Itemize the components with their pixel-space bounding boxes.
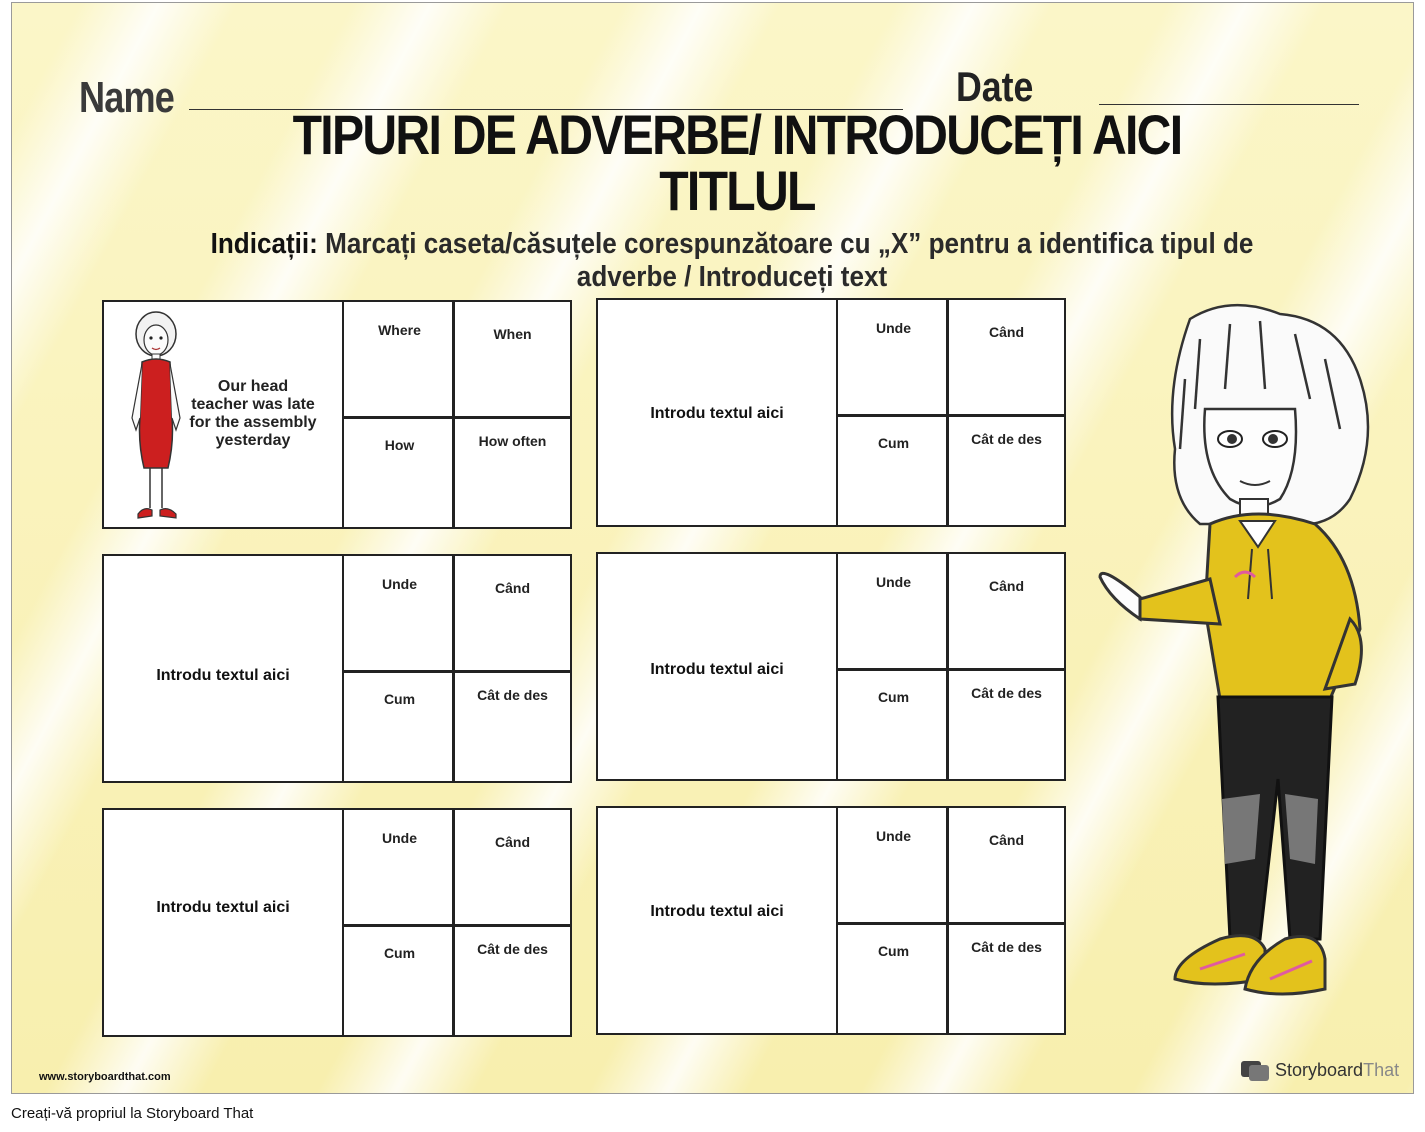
- sentence-text: Introdu textul aici: [650, 661, 784, 678]
- checkbox-cand[interactable]: [455, 810, 570, 925]
- option-label: Cum: [383, 945, 416, 961]
- checkbox-how-often[interactable]: [455, 419, 570, 527]
- checkbox-unde[interactable]: [838, 554, 949, 669]
- option-label: Unde: [382, 576, 417, 592]
- adverb-card-2: [596, 298, 1066, 527]
- checkbox-cat-de-des[interactable]: [455, 673, 570, 781]
- title-line-2: TITLUL: [659, 159, 815, 222]
- checkbox-how[interactable]: [344, 419, 455, 527]
- checkbox-cum[interactable]: [838, 417, 949, 525]
- page-title: [268, 103, 1205, 222]
- brand-text-2: That: [1363, 1060, 1400, 1080]
- sentence-panel[interactable]: [104, 810, 344, 1035]
- footer-url[interactable]: www.storyboardthat.com: [39, 1071, 171, 1083]
- sentence-text: Introdu textul aici: [650, 405, 784, 422]
- checkbox-cum[interactable]: [344, 927, 455, 1035]
- option-label: Când: [989, 578, 1024, 594]
- sentence-text: Introdu textul aici: [156, 667, 290, 684]
- date-label: Date: [956, 63, 1034, 110]
- checkbox-cum[interactable]: [838, 925, 949, 1033]
- sentence-panel[interactable]: [598, 300, 838, 525]
- option-label: Unde: [876, 574, 911, 590]
- title-line-1: TIPURI DE ADVERBE/ INTRODUCEȚI AICI: [292, 103, 1182, 166]
- checkbox-cat-de-des[interactable]: [455, 927, 570, 1035]
- divider: [946, 554, 949, 779]
- divider: [452, 302, 455, 527]
- option-label: Când: [989, 324, 1024, 340]
- adverb-card-3: [102, 554, 572, 783]
- student-character: [1080, 299, 1380, 1019]
- option-label: Cât de des: [971, 939, 1042, 955]
- option-label: Cum: [877, 689, 910, 705]
- instructions: [201, 228, 1263, 294]
- divider: [838, 414, 1064, 417]
- instructions-lead: Indicații:: [210, 228, 318, 260]
- worksheet: [11, 2, 1414, 1094]
- divider: [838, 668, 1064, 671]
- sentence-text: Our head teacher was late for the assembly yesterday: [189, 378, 317, 449]
- adverb-card-5: [102, 808, 572, 1037]
- sentence-panel[interactable]: [598, 808, 838, 1033]
- sentence-panel[interactable]: [104, 556, 344, 781]
- sentence-panel[interactable]: [598, 554, 838, 779]
- divider: [452, 556, 455, 781]
- option-label: Cât de des: [971, 431, 1042, 447]
- sentence-text: Introdu textul aici: [650, 903, 784, 920]
- option-label: How: [384, 437, 415, 453]
- instructions-line-2: adverbe / Introduceți text: [576, 261, 888, 293]
- sentence-text: Introdu textul aici: [156, 899, 290, 916]
- divider: [452, 810, 455, 1035]
- instructions-line-1: Marcați caseta/căsuțele corespunzătoare cu „X” pentru a identifica tipul de: [325, 228, 1254, 260]
- sentence-panel[interactable]: [104, 302, 344, 527]
- checkbox-unde[interactable]: [838, 300, 949, 415]
- option-label: Unde: [382, 830, 417, 846]
- brand-text-1: Storyboard: [1275, 1060, 1364, 1080]
- brand-logo: [1240, 1060, 1399, 1082]
- adverb-card-6: [596, 806, 1066, 1035]
- checkbox-when[interactable]: [455, 302, 570, 417]
- checkbox-cand[interactable]: [455, 556, 570, 671]
- checkbox-cand[interactable]: [949, 554, 1064, 669]
- checkbox-cum[interactable]: [344, 673, 455, 781]
- option-label: Cât de des: [971, 685, 1042, 701]
- option-label: Unde: [876, 320, 911, 336]
- teacher-character: [124, 308, 194, 526]
- divider: [344, 924, 570, 927]
- divider: [946, 808, 949, 1033]
- option-label: Cât de des: [477, 687, 548, 703]
- checkbox-where[interactable]: [344, 302, 455, 417]
- option-label: Cum: [877, 943, 910, 959]
- option-label: Cum: [877, 435, 910, 451]
- checkbox-unde[interactable]: [344, 556, 455, 671]
- option-label: Cum: [383, 691, 416, 707]
- option-label: Când: [495, 834, 530, 850]
- option-label: Cât de des: [477, 941, 548, 957]
- divider: [344, 416, 570, 419]
- option-label: How often: [478, 433, 547, 449]
- speech-bubble-icon: [1240, 1060, 1270, 1082]
- footer-caption[interactable]: Creați-vă propriul la Storyboard That: [11, 1105, 254, 1122]
- checkbox-unde[interactable]: [838, 808, 949, 923]
- option-label: Unde: [876, 828, 911, 844]
- option-label: Când: [989, 832, 1024, 848]
- checkbox-unde[interactable]: [344, 810, 455, 925]
- divider: [344, 670, 570, 673]
- adverb-card-4: [596, 552, 1066, 781]
- checkbox-cat-de-des[interactable]: [949, 925, 1064, 1033]
- option-label: When: [493, 326, 532, 342]
- checkbox-cat-de-des[interactable]: [949, 671, 1064, 779]
- checkbox-cum[interactable]: [838, 671, 949, 779]
- checkbox-cand[interactable]: [949, 808, 1064, 923]
- checkbox-cand[interactable]: [949, 300, 1064, 415]
- option-label: Where: [378, 322, 421, 338]
- checkbox-cat-de-des[interactable]: [949, 417, 1064, 525]
- divider: [838, 922, 1064, 925]
- option-label: Când: [495, 580, 530, 596]
- name-label: Name: [79, 73, 174, 122]
- divider: [946, 300, 949, 525]
- adverb-card-1: [102, 300, 572, 529]
